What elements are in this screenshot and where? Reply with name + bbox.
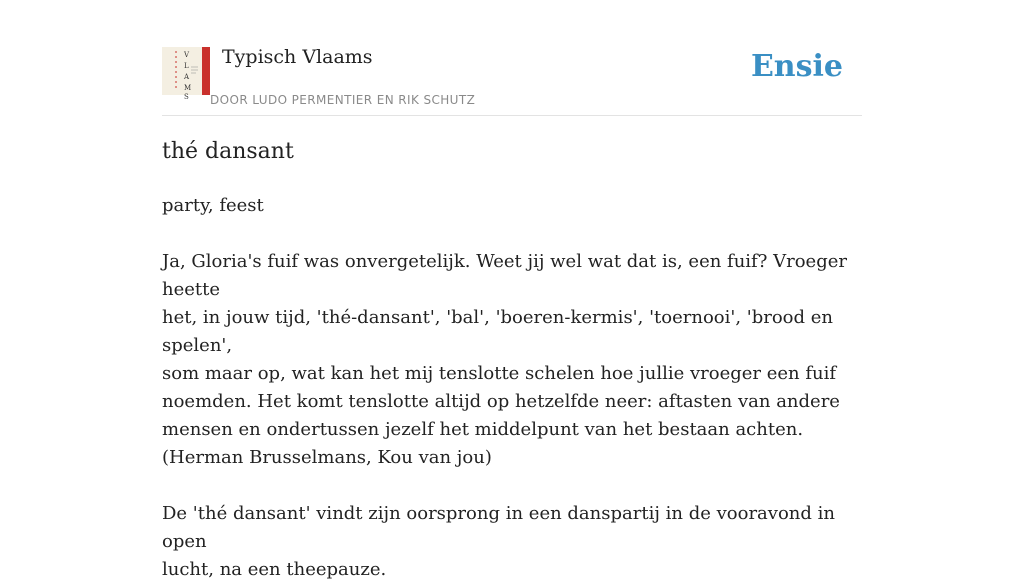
explanation-line: De 'thé dansant' vindt zijn oorsprong in een danspartij in de vooravond in open (162, 503, 835, 552)
book-title-link[interactable]: Typisch Vlaams (222, 46, 373, 68)
ensie-logo-link[interactable]: Ensie (750, 49, 843, 84)
quote-line: som maar op, wat kan het mij tenslotte schelen hoe jullie vroeger een fuif (162, 363, 837, 384)
entry-synonyms: party, feest (162, 195, 264, 216)
quote-line: noemden. Het komt tenslotte altijd op hetzelfde neer: aftasten van andere (162, 391, 840, 412)
explanation-line: lucht, na een theepauze. (162, 559, 387, 580)
quote-line: Ja, Gloria's fuif was onvergetelijk. Weet jij wel wat dat is, een fuif? Vroeger heette (162, 251, 847, 300)
paragraph-spacer (162, 472, 866, 500)
svg-text:M: M (184, 84, 192, 92)
svg-text:V: V (184, 51, 190, 59)
svg-text:S: S (184, 93, 189, 101)
entry-quote (162, 248, 866, 472)
book-cover-avatar[interactable] (162, 47, 210, 101)
quote-line: het, in jouw tijd, 'thé-dansant', 'bal', 'boeren-kermis', 'toernooi', 'brood en spelen', (162, 307, 834, 356)
svg-text:A: A (184, 73, 190, 81)
quote-source: (Herman Brusselmans, Kou van jou) (162, 447, 492, 468)
book-authors: DOOR LUDO PERMENTIER EN RIK SCHUTZ (210, 93, 476, 107)
paragraph-spacer (162, 220, 866, 248)
svg-text:L: L (184, 62, 189, 70)
entry-body (162, 192, 866, 584)
entry-explanation (162, 500, 866, 584)
header (162, 44, 862, 116)
entry-term: thé dansant (162, 139, 294, 164)
book-cover-image (162, 47, 210, 101)
quote-line: mensen en ondertussen jezelf het middelpunt van het bestaan achten. (162, 419, 804, 440)
